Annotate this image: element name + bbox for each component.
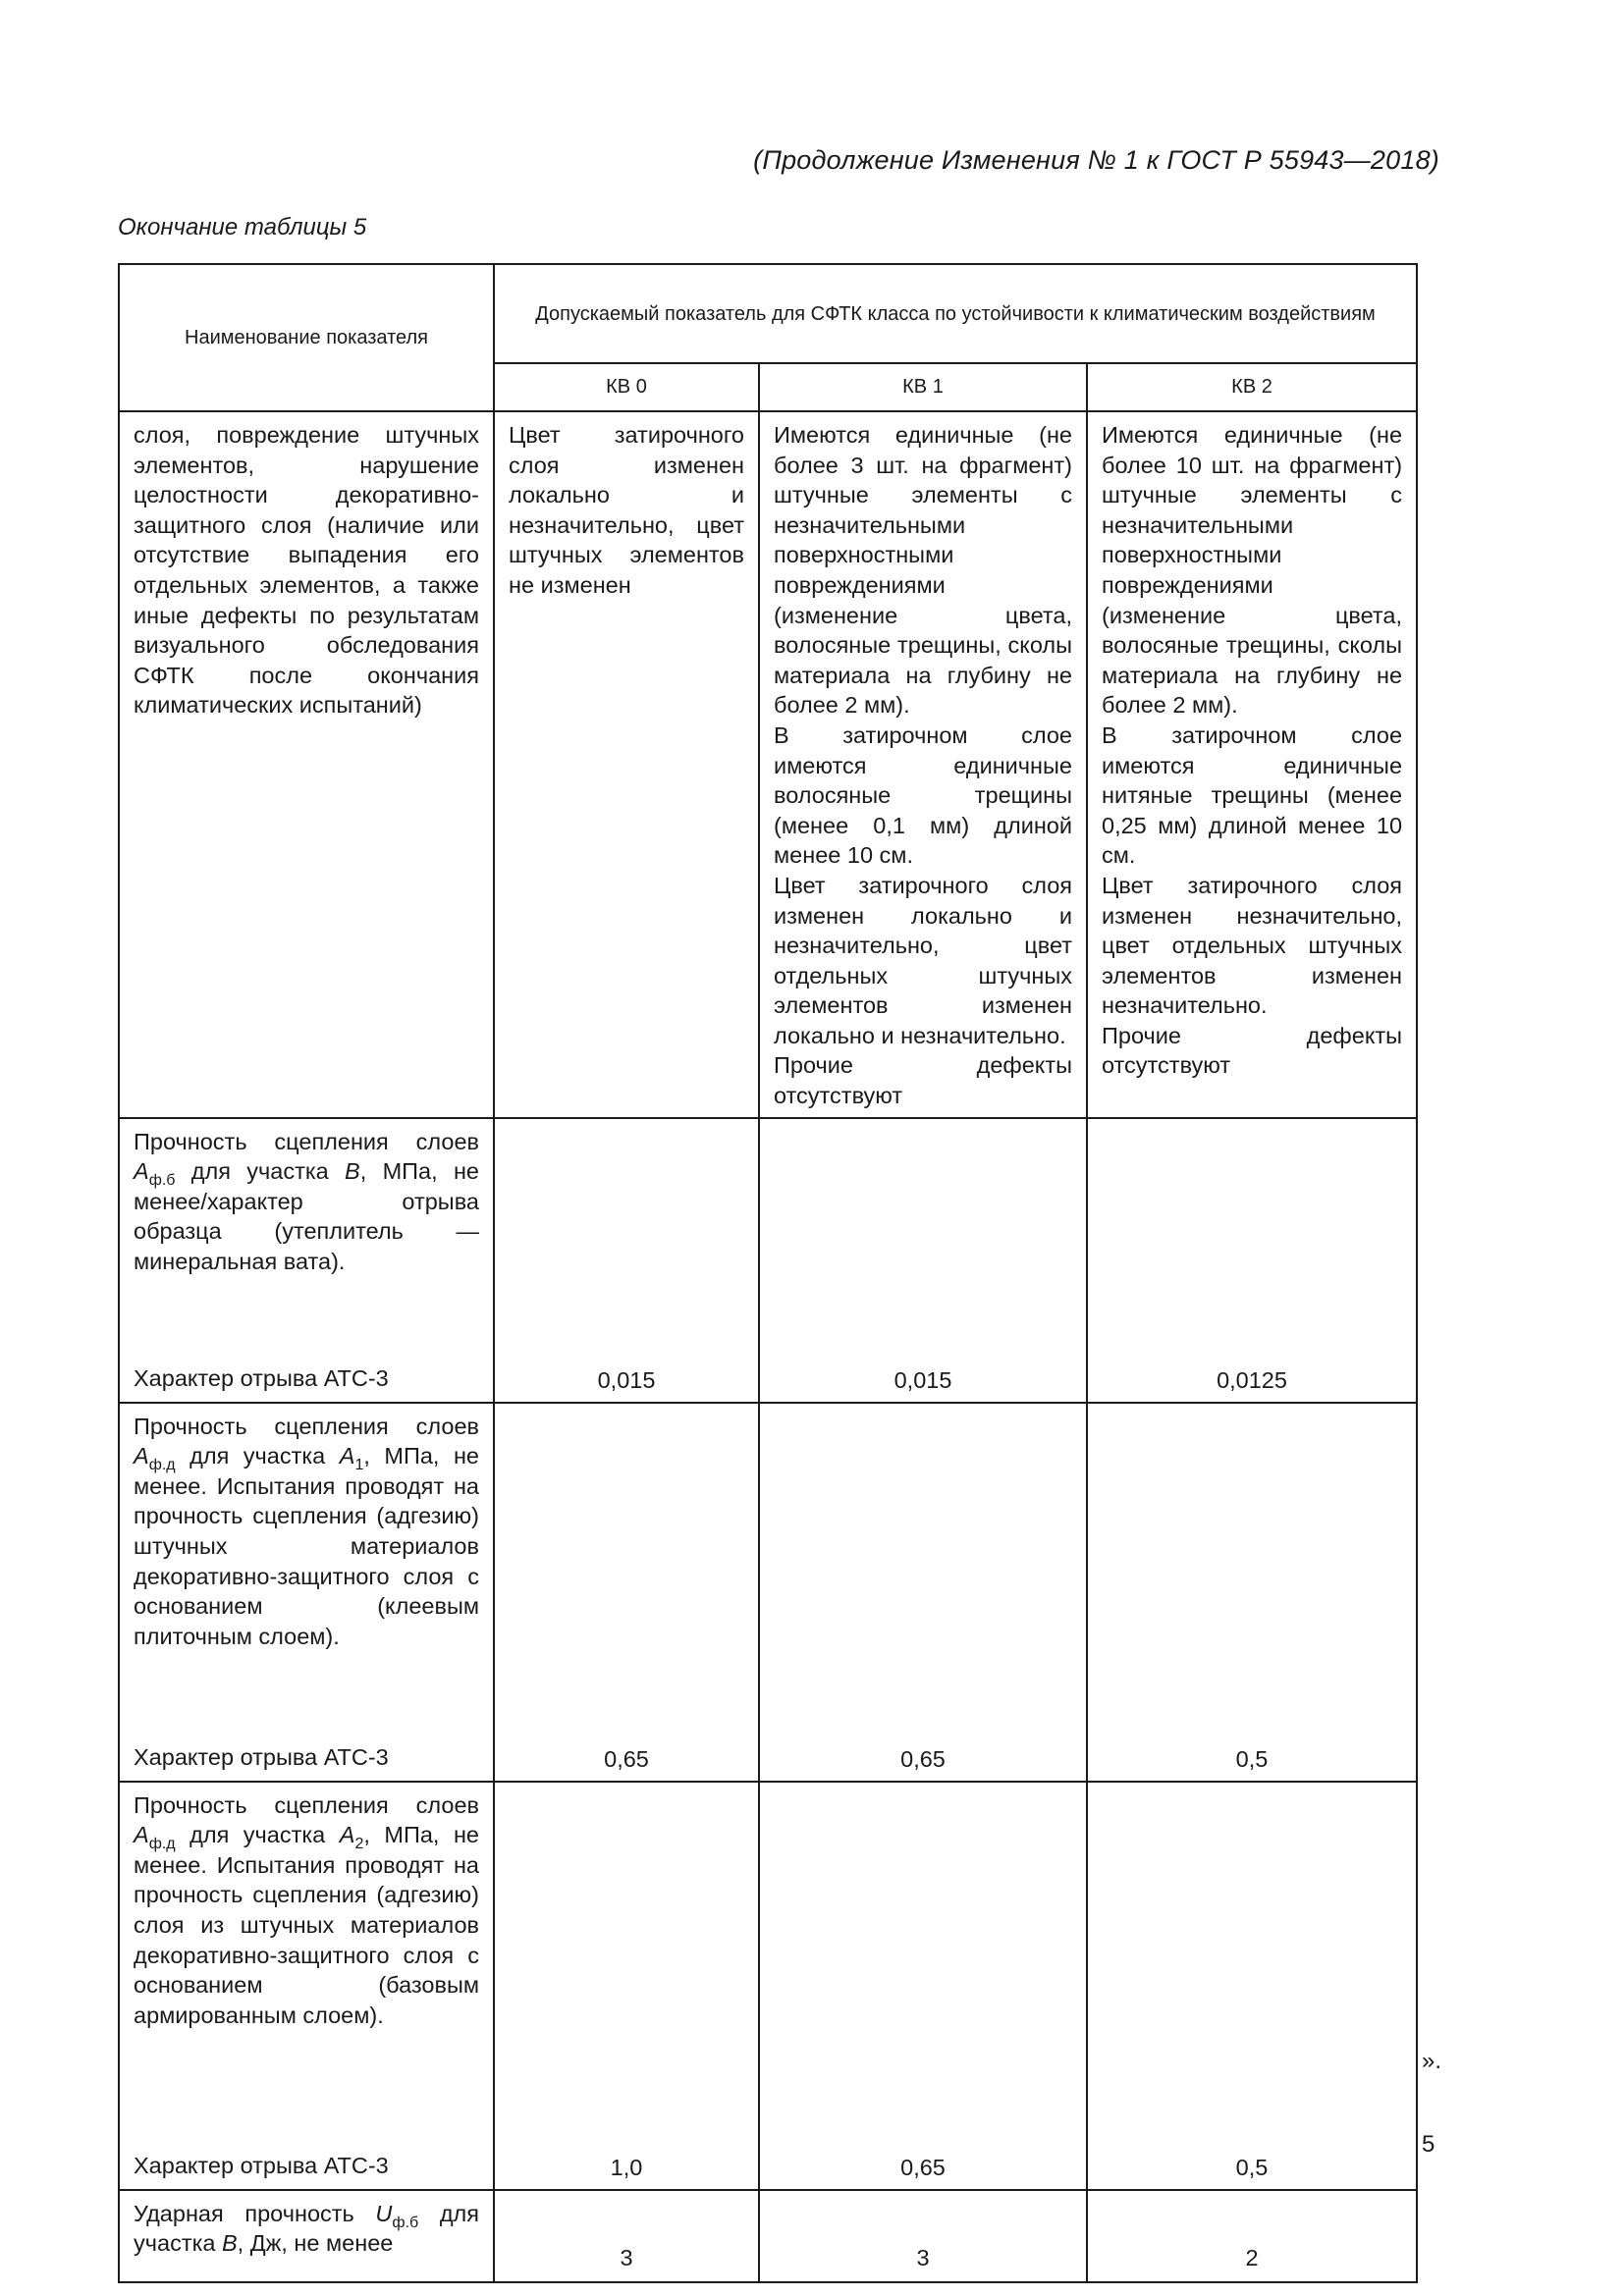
row-adhesion-a2-kv1: 0,65: [759, 1782, 1087, 2190]
row-adhesion-a1-kv0: 0,65: [494, 1403, 759, 1782]
row-impact-kv2: 2: [1087, 2190, 1417, 2282]
row-adhesion-a2-name: Прочность сцепления слоев $A_{ф.д}$ для участка $A_2$, МПа, не менее. Испытания проводят на прочность сцепления (адгезию) слоя из штучных материалов декоративно-защитного слоя с основанием (базовым армированным слоем). Характер отрыва АТС-3: [119, 1782, 494, 2190]
header-class-kv0: КВ 0: [494, 363, 759, 411]
table-row: [119, 1118, 1417, 1403]
row-adhesion-b-kv0: 0,015: [494, 1118, 759, 1403]
detachment-type: Характер отрыва АТС-3: [134, 1365, 389, 1392]
row-impact-kv1: 3: [759, 2190, 1087, 2282]
closing-quote: ».: [1422, 2048, 1442, 2074]
row-adhesion-b-kv2: 0,0125: [1087, 1118, 1417, 1403]
header-class-kv1: КВ 1: [759, 363, 1087, 411]
row-adhesion-a1-name: Прочность сцепления слоев $A_{ф.д}$ для участка $A_1$, МПа, не менее. Испытания проводят на прочность сцепления (адгезию) штучных материалов декоративно-защитного слоя с основанием (клеевым плиточным слоем). Характер отрыва АТС-3: [119, 1403, 494, 1782]
detachment-type: Характер отрыва АТС-3: [134, 1744, 389, 1771]
row-adhesion-a1-kv1: 0,65: [759, 1403, 1087, 1782]
row-adhesion-a1-kv2: 0,5: [1087, 1403, 1417, 1782]
header-class-kv2: КВ 2: [1087, 363, 1417, 411]
table-row: [119, 1782, 1417, 2190]
table-caption: Окончание таблицы 5: [118, 214, 367, 240]
row-adhesion-a2-kv0: 1,0: [494, 1782, 759, 2190]
row-adhesion-b-kv1: 0,015: [759, 1118, 1087, 1403]
page-number: 5: [1422, 2131, 1435, 2158]
table-row: [119, 1403, 1417, 1782]
detachment-type: Характер отрыва АТС-3: [134, 2153, 389, 2179]
row-defects-kv1: Имеются единичные (не более 3 шт. на фрагмент) штучные элементы с незначительными поверхностными повреждениями (изменение цвета, волосяные трещины, сколы материала на глубину не более 2 мм). В затирочном слое имеются единичные волосяные трещины (менее 0,1 мм) длиной менее 10 см. Цвет затирочного слоя изменен локально и незначительно, цвет отдельных штучных элементов изменен локально и незначительно. Прочие дефекты отсутствуют: [759, 411, 1087, 1118]
row-defects-kv2: Имеются единичные (не более 10 шт. на фрагмент) штучные элементы с незначительными поверхностными повреждениями (изменение цвета, волосяные трещины, сколы материала на глубину не более 2 мм). В затирочном слое имеются единичные нитяные трещины (менее 0,25 мм) длиной менее 10 см. Цвет затирочного слоя изменен незначительно, цвет отдельных штучных элементов изменен незначительно. Прочие дефекты отсутствуют: [1087, 411, 1417, 1118]
header-permissible-value: Допускаемый показатель для СФТК класса по устойчивости к климатическим воздействиям: [494, 264, 1417, 363]
row-adhesion-a2-kv2: 0,5: [1087, 1782, 1417, 2190]
row-adhesion-b-name: Прочность сцепления слоев $A_{ф.б}$ для участка B, МПа, не менее/характер отрыва образца (утеплитель — минеральная вата). Характер отрыва АТС-3: [119, 1118, 494, 1403]
row-defects-kv0: Цвет затирочного слоя изменен локально и незначительно, цвет штучных элементов не изменен: [494, 411, 759, 1118]
row-defects-name: слоя, повреждение штучных элементов, нарушение целостности декоративно-защитного слоя (наличие или отсутствие выпадения его отдельных элементов, а также иные дефекты по результатам визуального обследования СФТК после окончания климатических испытаний): [119, 411, 494, 1118]
row-impact-kv0: 3: [494, 2190, 759, 2282]
table-row: [119, 2190, 1417, 2282]
table-5-continuation: [118, 263, 1418, 2283]
header-indicator-name: Наименование показателя: [119, 264, 494, 411]
table-row: [119, 411, 1417, 1118]
running-head: (Продолжение Изменения № 1 к ГОСТ Р 55943—2018): [753, 145, 1439, 175]
row-impact-name: Ударная прочность $U_{ф.б}$ для участка B, Дж, не менее: [119, 2190, 494, 2282]
